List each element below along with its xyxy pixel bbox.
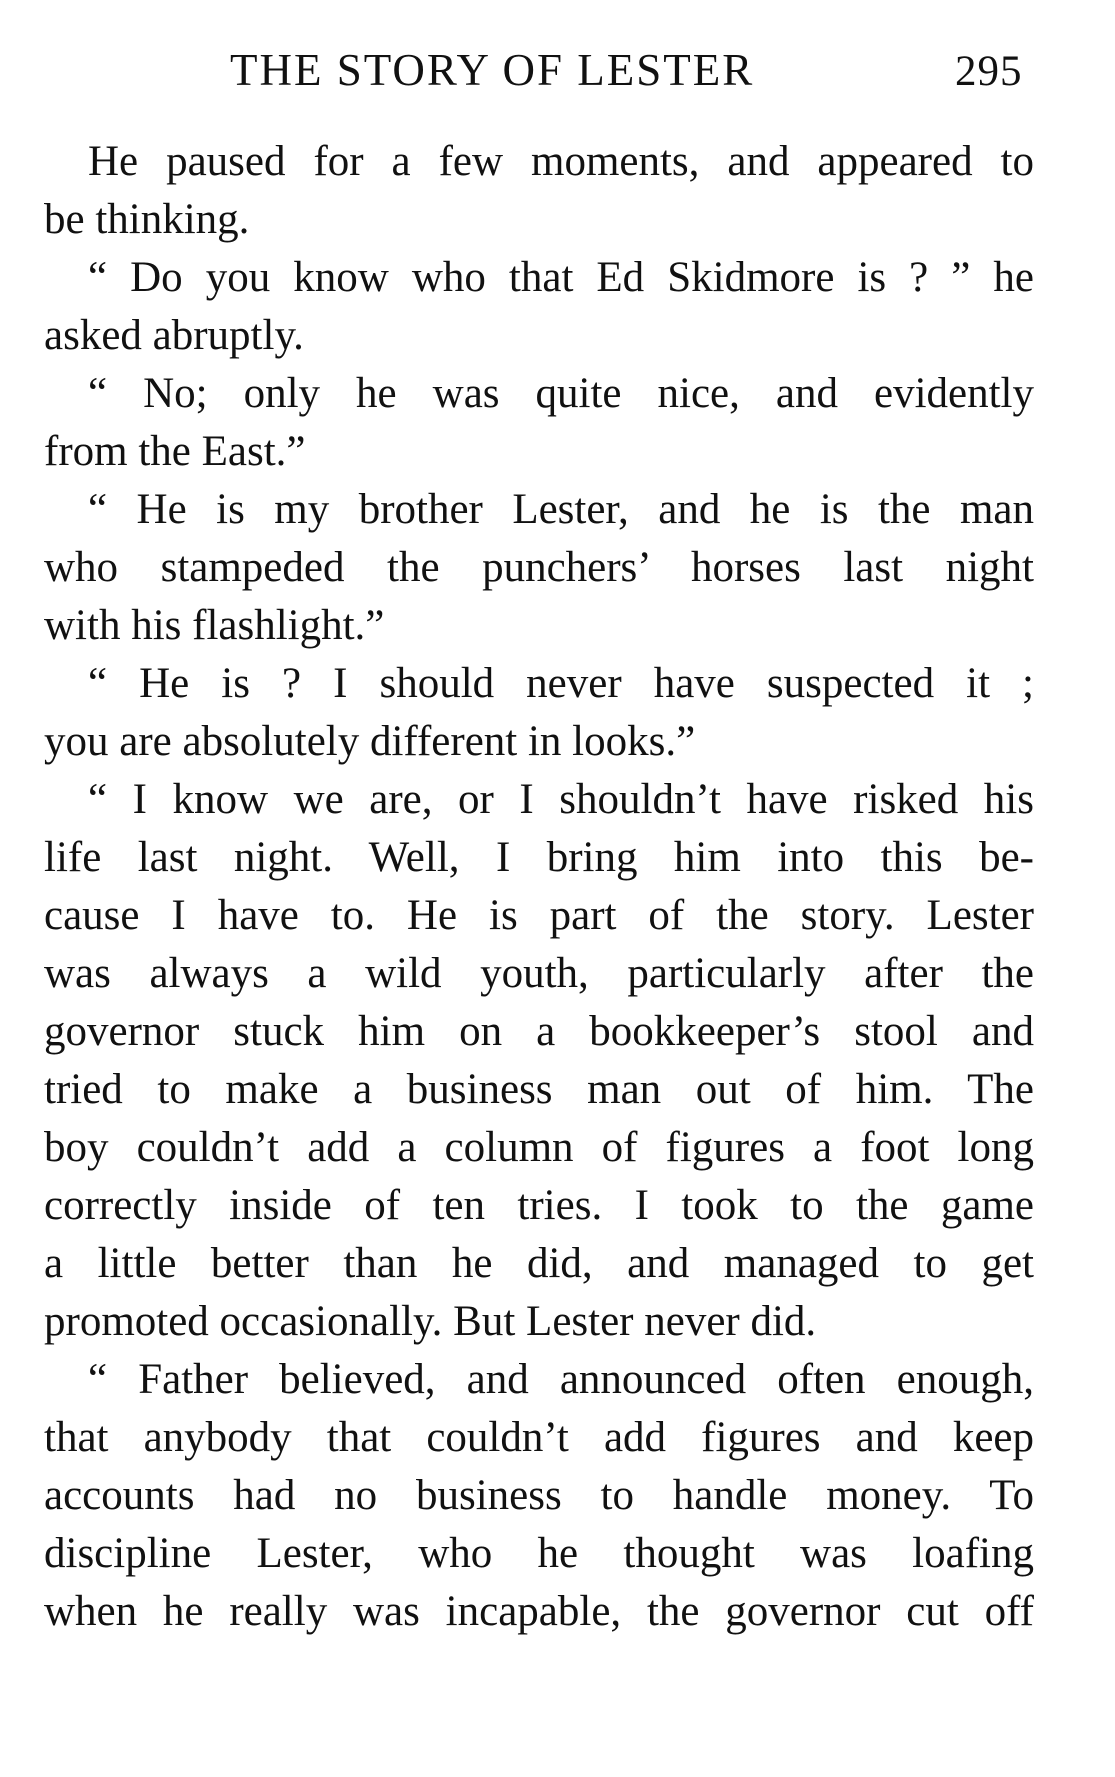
text-line: when he really was incapable, the governor cut off xyxy=(44,1588,1034,1635)
text-line: cause I have to. He is part of the story. Lester xyxy=(44,892,1034,939)
text-line: governor stuck him on a bookkeeper’s stool and xyxy=(44,1008,1034,1055)
text-line: “ He is my brother Lester, and he is the man xyxy=(88,486,1034,533)
text-line: “ Do you know who that Ed Skidmore is ? ” he xyxy=(88,254,1034,301)
text-line: boy couldn’t add a column of figures a foot long xyxy=(44,1124,1034,1171)
text-line: be thinking. xyxy=(44,196,250,243)
text-line: a little better than he did, and managed to get xyxy=(44,1240,1034,1287)
page-number: 295 xyxy=(955,48,1023,95)
text-line: correctly inside of ten tries. I took to the game xyxy=(44,1182,1034,1229)
text-line: asked abruptly. xyxy=(44,312,304,359)
text-line: “ He is ? I should never have suspected it ; xyxy=(88,660,1034,707)
running-title: THE STORY OF LESTER xyxy=(230,45,755,95)
text-line: discipline Lester, who he thought was loafing xyxy=(44,1530,1034,1577)
running-head xyxy=(0,40,1115,100)
text-line: “ I know we are, or I shouldn’t have risked his xyxy=(88,776,1034,823)
text-line: with his flashlight.” xyxy=(44,602,385,649)
text-line: that anybody that couldn’t add figures and keep xyxy=(44,1414,1034,1461)
text-line: accounts had no business to handle money. To xyxy=(44,1472,1034,1519)
text-line: He paused for a few moments, and appeared to xyxy=(88,138,1034,185)
text-line: “ Father believed, and announced often enough, xyxy=(88,1356,1034,1403)
text-line: was always a wild youth, particularly after the xyxy=(44,950,1034,997)
text-line: life last night. Well, I bring him into this be- xyxy=(44,834,1034,881)
text-line: tried to make a business man out of him. The xyxy=(44,1066,1034,1113)
text-line: from the East.” xyxy=(44,428,306,475)
body-text xyxy=(44,133,1034,1641)
text-line: promoted occasionally. But Lester never did. xyxy=(44,1298,817,1345)
text-line: “ No; only he was quite nice, and evidently xyxy=(88,370,1034,417)
text-line: you are absolutely different in looks.” xyxy=(44,718,696,765)
text-line: who stampeded the punchers’ horses last night xyxy=(44,544,1034,591)
